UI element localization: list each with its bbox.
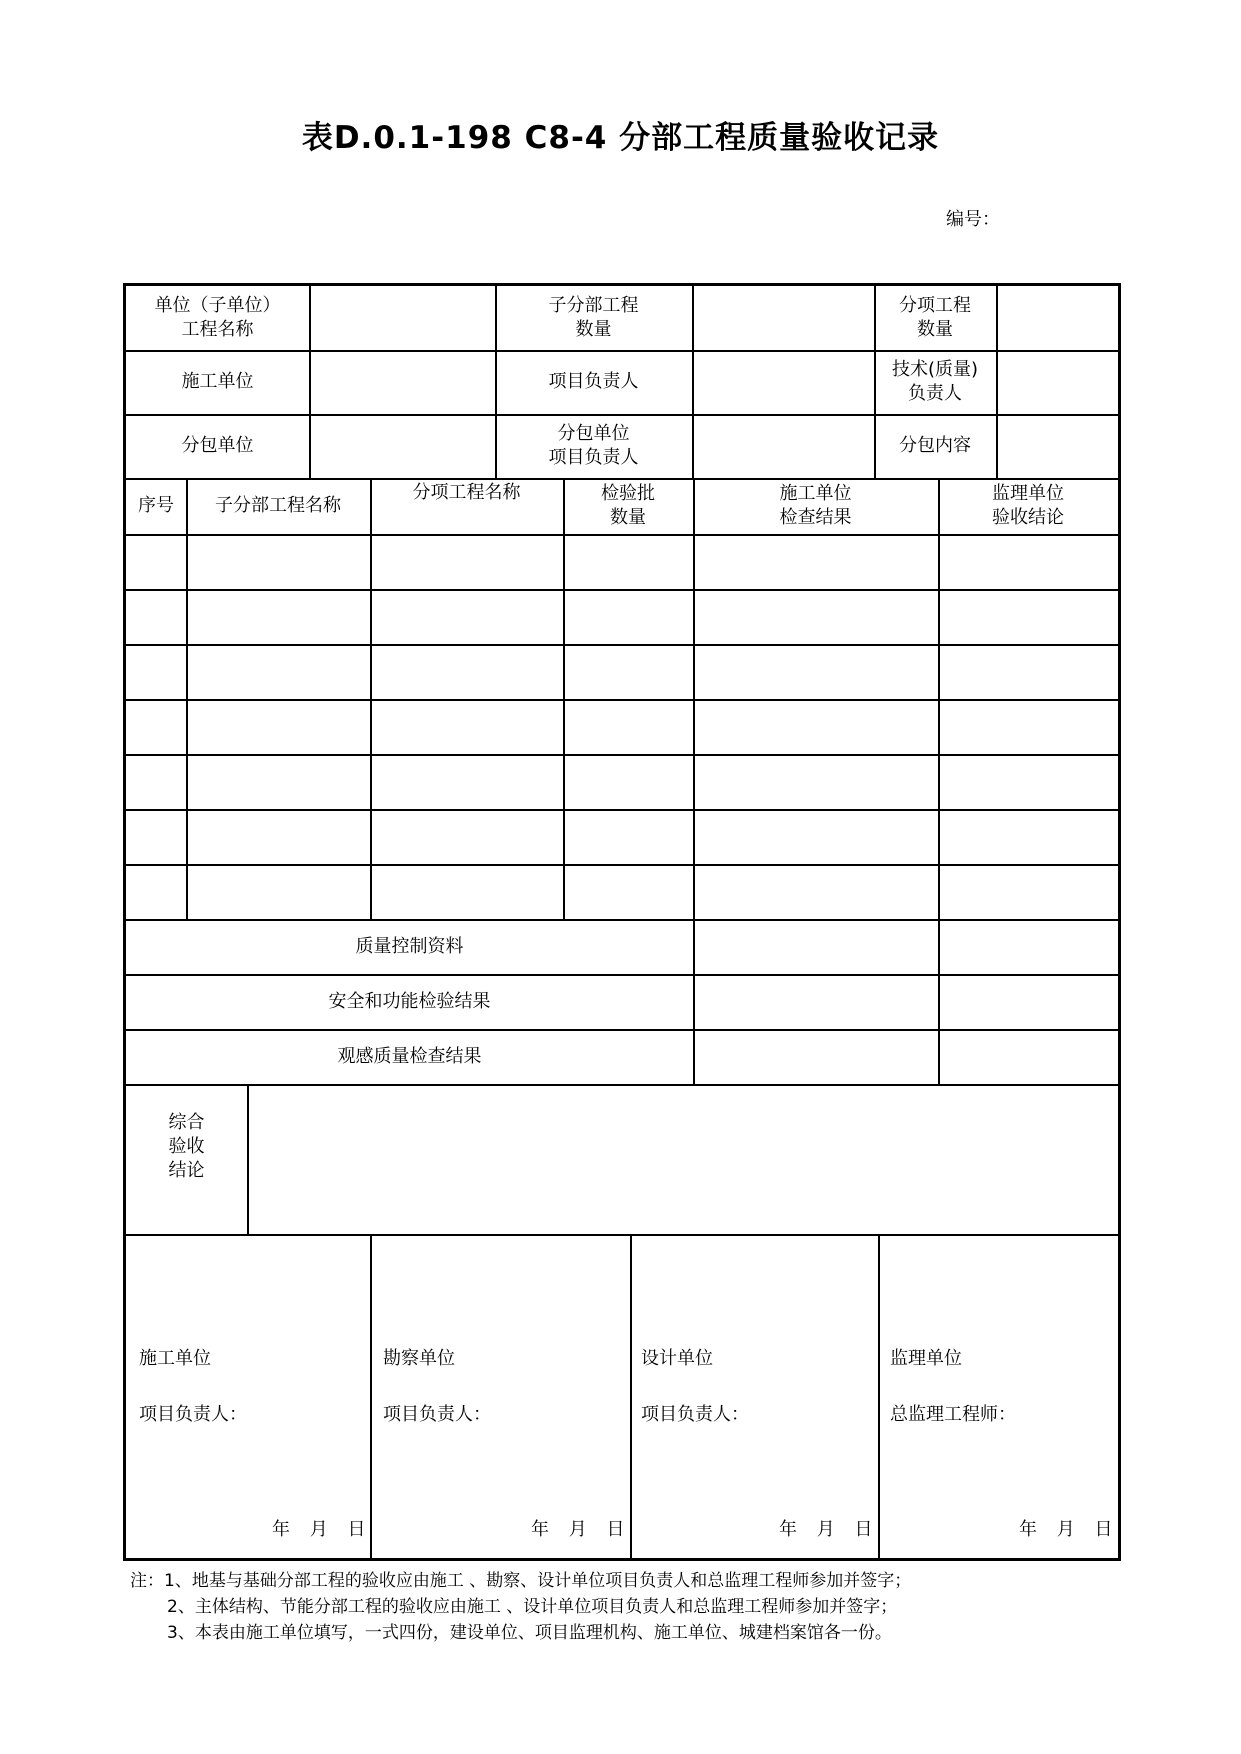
overall-conclusion-label: 综合 验收 结论 — [168, 1112, 205, 1181]
table-row[interactable] — [126, 809, 1118, 864]
sub-item-count-field[interactable] — [996, 286, 1118, 350]
sub-division-count-label: 子分部工程 数量 — [548, 295, 639, 340]
signature-person-design: 项目负责人： — [641, 1404, 749, 1425]
form-title: 表D.0.1-198 C8-4 分部工程质量验收记录 — [301, 120, 940, 156]
table-row[interactable] — [126, 644, 1118, 699]
signature-date-survey: 年 月 日 — [531, 1519, 625, 1540]
unit-name-label: 单位（子单位） 工程名称 — [154, 295, 281, 340]
table-row[interactable] — [126, 534, 1118, 589]
overall-conclusion-field[interactable] — [247, 1084, 1118, 1234]
signature-unit-survey: 勘察单位 — [383, 1348, 455, 1369]
subcontract-content-label: 分包内容 — [899, 435, 971, 456]
serial-number-label: 编号： — [946, 209, 1000, 230]
notes — [130, 1568, 911, 1646]
signature-unit-design: 设计单位 — [641, 1348, 713, 1369]
construction-unit-label: 施工单位 — [181, 371, 254, 392]
signature-person-construction: 项目负责人： — [139, 1404, 247, 1425]
subcontract-leader-field[interactable] — [692, 414, 874, 478]
note-2: 2、主体结构、节能分部工程的验收应由施工 、设计单位项目负责人和总监理工程师参加并签字； — [167, 1597, 898, 1617]
tech-leader-label: 技术(质量) 负责人 — [891, 359, 979, 404]
column-header-seq: 序号 — [138, 495, 174, 516]
signature-person-supervision: 总监理工程师： — [890, 1404, 1016, 1425]
table-row[interactable] — [126, 589, 1118, 644]
table-row[interactable] — [126, 754, 1118, 809]
sub-item-count-label: 分项工程 数量 — [899, 295, 971, 340]
signature-date-supervision: 年 月 日 — [1019, 1519, 1113, 1540]
note-1: 注：1、地基与基础分部工程的验收应由施工 、勘察、设计单位项目负责人和总监理工程师参加并签字； — [130, 1571, 912, 1591]
signature-date-construction: 年 月 日 — [272, 1519, 366, 1540]
signature-person-survey: 项目负责人： — [383, 1404, 491, 1425]
note-3: 3、本表由施工单位填写，一式四份，建设单位、项目监理机构、施工单位、城建档案馆各一份。 — [167, 1623, 892, 1643]
quality-control-docs-label: 质量控制资料 — [355, 935, 464, 957]
appearance-quality-label: 观感质量检查结果 — [337, 1045, 482, 1067]
column-header-supervision-conclusion: 监理单位 验收结论 — [992, 483, 1064, 528]
sub-division-count-field[interactable] — [692, 286, 874, 350]
subcontract-content-field[interactable] — [996, 414, 1118, 478]
column-header-batch-count: 检验批 数量 — [601, 483, 655, 528]
subcontract-unit-field[interactable] — [309, 414, 495, 478]
signature-unit-supervision: 监理单位 — [890, 1348, 962, 1369]
unit-name-field[interactable] — [309, 286, 495, 350]
table-row[interactable] — [126, 864, 1118, 919]
tech-leader-field[interactable] — [996, 350, 1118, 414]
subcontract-unit-label: 分包单位 — [181, 435, 254, 456]
construction-unit-field[interactable] — [309, 350, 495, 414]
signature-unit-construction: 施工单位 — [139, 1348, 211, 1369]
safety-function-test-label: 安全和功能检验结果 — [328, 990, 491, 1012]
subcontract-leader-label: 分包单位 项目负责人 — [548, 423, 639, 468]
project-leader-label: 项目负责人 — [548, 371, 639, 392]
project-leader-field[interactable] — [692, 350, 874, 414]
column-header-sub-item-name: 分项工程名称 — [412, 482, 521, 503]
signature-date-design: 年 月 日 — [779, 1519, 873, 1540]
acceptance-record-table — [123, 283, 1121, 1561]
table-row[interactable] — [126, 699, 1118, 754]
column-header-construction-check: 施工单位 检查结果 — [779, 483, 852, 528]
column-header-sub-division-name: 子分部工程名称 — [215, 495, 341, 516]
